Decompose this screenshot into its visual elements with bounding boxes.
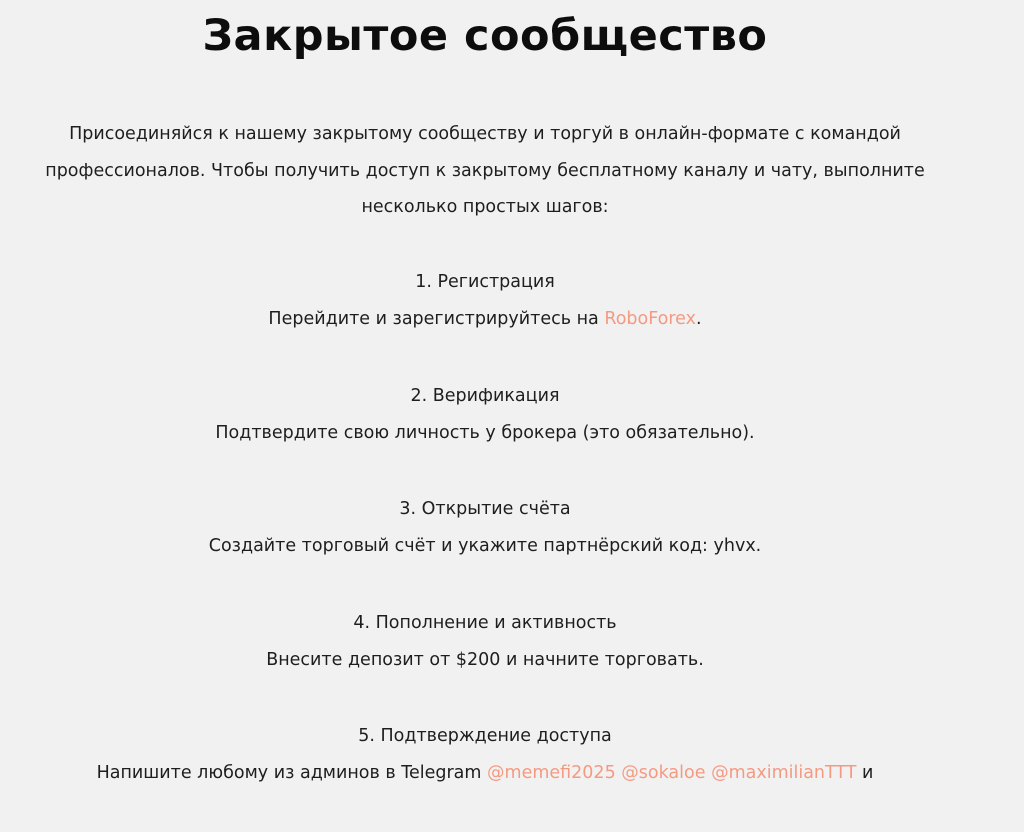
roboforex-link[interactable]: RoboForex <box>604 309 696 329</box>
step-text: Внесите депозит от $200 и начните торговать. <box>266 649 704 670</box>
step-title: 4. Пополнение и активность <box>353 612 617 633</box>
step-title: 1. Регистрация <box>415 272 555 292</box>
step-text-part: и <box>856 763 874 783</box>
step-account-opening <box>0 491 970 605</box>
step-text-part: Перейдите и зарегистрируйтесь на <box>268 309 605 329</box>
step-text: Создайте торговый счёт и укажите партнёрский код: yhvx. <box>208 536 762 556</box>
step-title: 2. Верификация <box>410 385 560 406</box>
step-text-part: Напишите любому из админов в Telegram <box>96 763 488 783</box>
telegram-admin-link-sokaloe[interactable]: @sokaloe <box>621 763 706 783</box>
telegram-admin-link-memefi2025[interactable]: @memefi2025 <box>487 763 616 783</box>
intro-line: несколько простых шагов: <box>361 197 609 217</box>
step-text: Подтвердите свою личность у брокера (это обязательно). <box>215 422 755 443</box>
steps-list <box>0 264 970 832</box>
step-access-confirmation <box>0 718 970 832</box>
intro-line: Присоединяйся к нашему закрытому сообществу и торгуй в онлайн-формате с командой <box>69 124 901 144</box>
step-registration <box>0 264 970 378</box>
step-text <box>0 301 970 338</box>
step-text-part: . <box>696 309 702 329</box>
intro-line: профессионалов. Чтобы получить доступ к закрытому бесплатному каналу и чату, выполните <box>45 160 925 181</box>
intro-paragraph <box>0 116 970 226</box>
telegram-admin-link-maximilianttt[interactable]: @maximilianTTT <box>711 763 857 783</box>
page-title: Закрытое сообщество <box>202 11 768 61</box>
step-text <box>0 755 970 792</box>
step-title: 3. Открытие счёта <box>399 499 571 519</box>
step-deposit <box>0 605 970 719</box>
step-verification <box>0 378 970 492</box>
step-title: 5. Подтверждение доступа <box>358 726 612 746</box>
